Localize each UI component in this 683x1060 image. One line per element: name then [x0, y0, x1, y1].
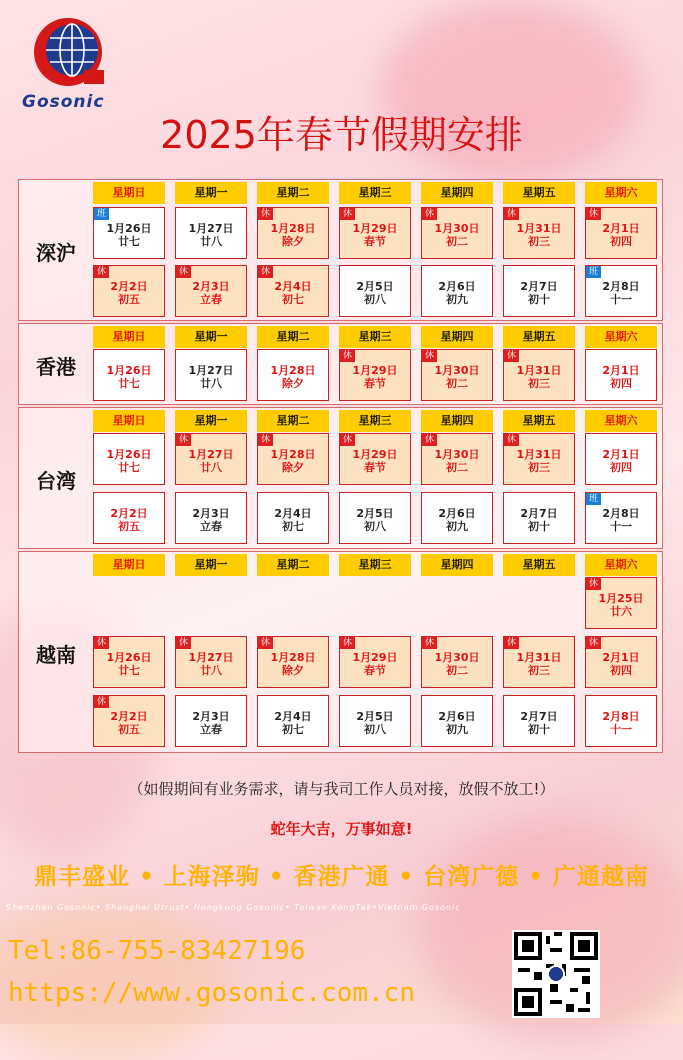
company-list: 鼎丰盛业 • 上海泽驹 • 香港广通 • 台湾广德 • 广通越南 — [34, 864, 649, 890]
holiday-badge: 休 — [586, 208, 601, 220]
lunar-date: 初三 — [528, 377, 550, 390]
lunar-date: 除夕 — [282, 461, 304, 474]
weekday-header: 星期日 — [93, 326, 165, 348]
solar-date: 1月29日 — [352, 222, 398, 235]
lunar-date: 初三 — [528, 461, 550, 474]
lunar-date: 廿八 — [200, 461, 222, 474]
calendar-day-cell — [339, 207, 411, 259]
weekday-header: 星期六 — [585, 410, 657, 432]
weekday-header: 星期四 — [421, 410, 493, 432]
solar-date: 1月28日 — [270, 651, 316, 664]
company-list-english: Shenzhen Gosonic• Shanghai Utrust• Hongkong Gosonic• Taiwan KongTak•Vietnam Gosonic — [6, 903, 461, 912]
region-name: 越南 — [36, 643, 76, 667]
lunar-date: 初八 — [364, 723, 386, 736]
calendar-day-cell — [93, 207, 165, 259]
calendar-day-cell — [175, 265, 247, 317]
solar-date: 2月8日 — [602, 507, 640, 520]
calendar-day-cell — [585, 349, 657, 401]
solar-date: 2月4日 — [274, 710, 312, 723]
lunar-date: 初四 — [610, 664, 632, 677]
solar-date: 2月2日 — [110, 710, 148, 723]
lunar-date: 初二 — [446, 664, 468, 677]
solar-date: 1月29日 — [352, 364, 398, 377]
solar-date: 2月1日 — [602, 364, 640, 377]
weekday-header: 星期三 — [339, 326, 411, 348]
calendar-day-cell — [339, 349, 411, 401]
lunar-date: 十一 — [610, 293, 632, 306]
workday-badge: 班 — [586, 266, 601, 278]
holiday-badge: 休 — [258, 434, 273, 446]
solar-date: 1月28日 — [270, 222, 316, 235]
calendar-day-cell — [503, 349, 575, 401]
holiday-badge: 休 — [586, 637, 601, 649]
calendar-day-cell — [175, 349, 247, 401]
calendar-day-cell — [585, 492, 657, 544]
holiday-badge: 休 — [258, 266, 273, 278]
holiday-badge: 休 — [176, 637, 191, 649]
holiday-badge: 休 — [94, 637, 109, 649]
holiday-badge: 休 — [504, 637, 519, 649]
region-name: 香港 — [36, 355, 76, 379]
weekday-header: 星期四 — [421, 554, 493, 576]
calendar-day-cell — [503, 636, 575, 688]
calendar-day-cell — [93, 265, 165, 317]
lunar-date: 初四 — [610, 377, 632, 390]
solar-date: 2月6日 — [438, 507, 476, 520]
lunar-date: 廿八 — [200, 664, 222, 677]
solar-date: 2月8日 — [602, 710, 640, 723]
solar-date: 1月26日 — [106, 222, 152, 235]
holiday-badge: 休 — [504, 208, 519, 220]
lunar-date: 初十 — [528, 520, 550, 533]
lunar-date: 初九 — [446, 293, 468, 306]
weekday-header: 星期一 — [175, 554, 247, 576]
solar-date: 2月4日 — [274, 280, 312, 293]
solar-date: 1月27日 — [188, 222, 234, 235]
holiday-badge: 休 — [176, 266, 191, 278]
lunar-date: 初五 — [118, 293, 140, 306]
lunar-date: 除夕 — [282, 664, 304, 677]
lunar-date: 初九 — [446, 520, 468, 533]
region-2 — [18, 323, 663, 405]
lunar-date: 除夕 — [282, 235, 304, 248]
lunar-date: 初四 — [610, 235, 632, 248]
holiday-badge: 休 — [586, 578, 601, 590]
lunar-date: 初二 — [446, 235, 468, 248]
calendar-day-cell — [421, 636, 493, 688]
weekday-header: 星期日 — [93, 554, 165, 576]
weekday-header: 星期四 — [421, 182, 493, 204]
solar-date: 1月26日 — [106, 651, 152, 664]
calendar-day-cell — [421, 492, 493, 544]
region-4 — [18, 551, 663, 753]
lunar-date: 廿七 — [118, 235, 140, 248]
holiday-badge: 休 — [94, 696, 109, 708]
website-link[interactable]: https://www.gosonic.com.cn — [8, 978, 415, 1008]
solar-date: 1月25日 — [598, 592, 644, 605]
holiday-badge: 休 — [422, 208, 437, 220]
solar-date: 2月1日 — [602, 448, 640, 461]
solar-date: 1月30日 — [434, 222, 480, 235]
lunar-date: 初八 — [364, 293, 386, 306]
solar-date: 2月5日 — [356, 507, 394, 520]
lunar-date: 立春 — [200, 293, 222, 306]
weekday-header: 星期三 — [339, 182, 411, 204]
lunar-date: 初三 — [528, 664, 550, 677]
weekday-header: 星期五 — [503, 410, 575, 432]
solar-date: 2月2日 — [110, 507, 148, 520]
solar-date: 1月30日 — [434, 448, 480, 461]
weekday-header: 星期三 — [339, 554, 411, 576]
calendar-day-cell — [93, 433, 165, 485]
holiday-badge: 休 — [340, 637, 355, 649]
lunar-date: 春节 — [364, 235, 386, 248]
lunar-date: 除夕 — [282, 377, 304, 390]
calendar-day-cell — [339, 492, 411, 544]
solar-date: 2月5日 — [356, 280, 394, 293]
solar-date: 2月1日 — [602, 222, 640, 235]
holiday-badge: 休 — [422, 434, 437, 446]
weekday-header: 星期一 — [175, 410, 247, 432]
lunar-date: 春节 — [364, 377, 386, 390]
calendar-day-cell — [175, 207, 247, 259]
holiday-badge: 休 — [94, 266, 109, 278]
workday-badge: 班 — [94, 208, 109, 220]
solar-date: 2月7日 — [520, 280, 558, 293]
solar-date: 2月8日 — [602, 280, 640, 293]
solar-date: 2月2日 — [110, 280, 148, 293]
lunar-date: 初十 — [528, 293, 550, 306]
solar-date: 1月27日 — [188, 364, 234, 377]
weekday-header: 星期三 — [339, 410, 411, 432]
solar-date: 1月31日 — [516, 364, 562, 377]
lunar-date: 廿八 — [200, 235, 222, 248]
holiday-badge: 休 — [340, 350, 355, 362]
calendar-day-cell — [585, 433, 657, 485]
solar-date: 1月27日 — [188, 448, 234, 461]
holiday-badge: 休 — [340, 434, 355, 446]
solar-date: 2月7日 — [520, 507, 558, 520]
solar-date: 1月31日 — [516, 448, 562, 461]
weekday-header: 星期五 — [503, 554, 575, 576]
lunar-date: 初五 — [118, 723, 140, 736]
calendar-day-cell — [93, 492, 165, 544]
calendar-day-cell — [339, 636, 411, 688]
calendar-day-cell — [257, 636, 329, 688]
solar-date: 2月7日 — [520, 710, 558, 723]
calendar-day-cell — [93, 636, 165, 688]
new-year-greeting: 蛇年大吉，万事如意! — [270, 820, 413, 838]
calendar-day-cell — [421, 433, 493, 485]
calendar-day-cell — [257, 433, 329, 485]
calendar-day-cell — [339, 695, 411, 747]
calendar-day-cell — [585, 265, 657, 317]
holiday-badge: 休 — [504, 434, 519, 446]
lunar-date: 廿七 — [118, 377, 140, 390]
lunar-date: 廿八 — [200, 377, 222, 390]
lunar-date: 立春 — [200, 723, 222, 736]
solar-date: 1月30日 — [434, 364, 480, 377]
holiday-badge: 休 — [422, 637, 437, 649]
solar-date: 1月29日 — [352, 448, 398, 461]
lunar-date: 廿七 — [118, 664, 140, 677]
solar-date: 2月5日 — [356, 710, 394, 723]
weekday-header: 星期日 — [93, 410, 165, 432]
solar-date: 1月31日 — [516, 222, 562, 235]
calendar-day-cell — [421, 207, 493, 259]
weekday-header: 星期日 — [93, 182, 165, 204]
holiday-badge: 休 — [422, 350, 437, 362]
calendar-day-cell — [421, 265, 493, 317]
lunar-date: 初三 — [528, 235, 550, 248]
lunar-date: 立春 — [200, 520, 222, 533]
lunar-date: 初七 — [282, 723, 304, 736]
calendar-day-cell — [503, 207, 575, 259]
calendar-day-cell — [339, 433, 411, 485]
weekday-header: 星期一 — [175, 182, 247, 204]
calendar-day-cell — [175, 636, 247, 688]
weekday-header: 星期二 — [257, 182, 329, 204]
solar-date: 1月27日 — [188, 651, 234, 664]
calendar-day-cell — [585, 695, 657, 747]
calendar-day-cell — [175, 695, 247, 747]
weekday-header: 星期一 — [175, 326, 247, 348]
lunar-date: 初七 — [282, 293, 304, 306]
solar-date: 1月31日 — [516, 651, 562, 664]
calendar-day-cell — [503, 265, 575, 317]
logo-text: Gosonic — [22, 92, 105, 112]
calendar-day-cell — [421, 349, 493, 401]
calendar-day-cell — [257, 349, 329, 401]
weekday-header: 星期六 — [585, 326, 657, 348]
weekday-header: 星期二 — [257, 326, 329, 348]
lunar-date: 初八 — [364, 520, 386, 533]
region-name: 台湾 — [36, 469, 76, 493]
calendar-day-cell — [585, 207, 657, 259]
calendar-day-cell — [257, 695, 329, 747]
lunar-date: 春节 — [364, 461, 386, 474]
solar-date: 2月3日 — [192, 280, 230, 293]
solar-date: 2月6日 — [438, 710, 476, 723]
calendar-day-cell — [503, 433, 575, 485]
lunar-date: 初五 — [118, 520, 140, 533]
lunar-date: 初二 — [446, 377, 468, 390]
region-3 — [18, 407, 663, 549]
holiday-badge: 休 — [340, 208, 355, 220]
calendar-day-cell — [257, 265, 329, 317]
calendar-day-cell — [503, 492, 575, 544]
weekday-header: 星期六 — [585, 182, 657, 204]
holiday-badge: 休 — [504, 350, 519, 362]
lunar-date: 十一 — [610, 520, 632, 533]
calendar-day-cell — [93, 695, 165, 747]
weekday-header: 星期二 — [257, 554, 329, 576]
telephone: Tel:86-755-83427196 — [8, 936, 306, 966]
holiday-badge: 休 — [258, 637, 273, 649]
lunar-date: 初二 — [446, 461, 468, 474]
lunar-date: 初七 — [282, 520, 304, 533]
workday-badge: 班 — [586, 493, 601, 505]
calendar-day-cell — [93, 349, 165, 401]
solar-date: 2月3日 — [192, 507, 230, 520]
page-title: 2025年春节假期安排 — [160, 113, 523, 157]
solar-date: 1月30日 — [434, 651, 480, 664]
solar-date: 1月29日 — [352, 651, 398, 664]
calendar-day-cell — [175, 492, 247, 544]
calendar-day-cell — [257, 207, 329, 259]
region-name: 深沪 — [36, 241, 76, 265]
solar-date: 2月6日 — [438, 280, 476, 293]
calendar-day-cell — [339, 265, 411, 317]
solar-date: 1月28日 — [270, 364, 316, 377]
solar-date: 1月26日 — [106, 448, 152, 461]
lunar-date: 初九 — [446, 723, 468, 736]
calendar-day-cell — [585, 577, 657, 629]
lunar-date: 初四 — [610, 461, 632, 474]
weekday-header: 星期二 — [257, 410, 329, 432]
business-notice: （如假期间有业务需求，请与我司工作人员对接，放假不放工!） — [128, 780, 555, 798]
qr-code — [512, 930, 600, 1018]
weekday-header: 星期四 — [421, 326, 493, 348]
region-1 — [18, 179, 663, 321]
weekday-header: 星期六 — [585, 554, 657, 576]
lunar-date: 初十 — [528, 723, 550, 736]
calendar-day-cell — [585, 636, 657, 688]
solar-date: 1月28日 — [270, 448, 316, 461]
weekday-header: 星期五 — [503, 182, 575, 204]
holiday-badge: 休 — [258, 208, 273, 220]
calendar-day-cell — [175, 433, 247, 485]
solar-date: 2月1日 — [602, 651, 640, 664]
holiday-badge: 休 — [176, 434, 191, 446]
lunar-date: 十一 — [610, 723, 632, 736]
calendar-day-cell — [257, 492, 329, 544]
solar-date: 2月3日 — [192, 710, 230, 723]
lunar-date: 廿七 — [118, 461, 140, 474]
lunar-date: 廿六 — [610, 605, 632, 618]
lunar-date: 春节 — [364, 664, 386, 677]
solar-date: 2月4日 — [274, 507, 312, 520]
calendar-day-cell — [503, 695, 575, 747]
weekday-header: 星期五 — [503, 326, 575, 348]
calendar-day-cell — [421, 695, 493, 747]
solar-date: 1月26日 — [106, 364, 152, 377]
